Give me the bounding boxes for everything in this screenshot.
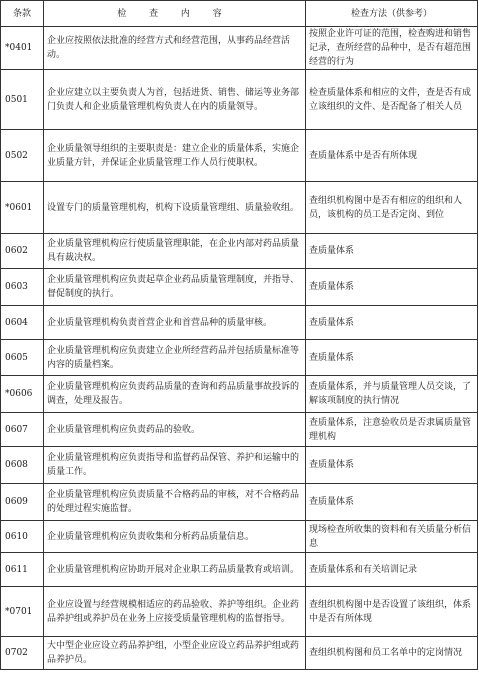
header-method: 检查方法（供参考） bbox=[306, 1, 478, 27]
table-row bbox=[1, 521, 478, 553]
row-content: 大中型企业应设立药品养护组，小型企业应设立药品养护组或药品养护员。 bbox=[44, 637, 306, 670]
row-content: 企业质量管理机构应负责质量不合格药品的审核，对不合格药品的处理过程实施监督。 bbox=[44, 484, 306, 521]
row-code: *0606 bbox=[1, 376, 44, 413]
row-code: 0602 bbox=[1, 234, 44, 269]
table-row bbox=[1, 70, 478, 130]
table-row bbox=[1, 553, 478, 587]
row-code: 0611 bbox=[1, 553, 44, 587]
row-code: 0607 bbox=[1, 413, 44, 447]
table-row bbox=[1, 306, 478, 340]
row-content: 企业质量管理机构应负责药品的验收。 bbox=[44, 413, 306, 447]
row-content: 企业质量管理机构应协助开展对企业职工药品质量教育或培训。 bbox=[44, 553, 306, 587]
row-code: 0501 bbox=[1, 70, 44, 130]
table-row bbox=[1, 376, 478, 413]
row-method: 查组织机构图中是否设置了该组织，体系中是否有所体现 bbox=[306, 587, 478, 637]
row-code: *0601 bbox=[1, 182, 44, 234]
row-method: 查组织机构图和员工名单中的定岗情况 bbox=[306, 637, 478, 670]
row-code: 0610 bbox=[1, 521, 44, 553]
header-content: 检 查 内 容 bbox=[44, 1, 306, 27]
row-content: 企业质量管理机构应负责药品质量的查询和药品质量事故投诉的调查，处理及报告。 bbox=[44, 376, 306, 413]
row-method: 现场检查所收集的资料和有关质量分析信息 bbox=[306, 521, 478, 553]
row-code: *0701 bbox=[1, 587, 44, 637]
row-method: 查质量体系 bbox=[306, 484, 478, 521]
row-content: 企业质量领导组织的主要职责是：建立企业的质量体系，实施企业质量方针，并保证企业质量管理工作人员行使职权。 bbox=[44, 130, 306, 182]
row-code: 0609 bbox=[1, 484, 44, 521]
row-method: 查质量体系和有关培训记录 bbox=[306, 553, 478, 587]
row-method: 查组织机构图中是否有相应的组织和人员，该机构的员工是否定岗、到位 bbox=[306, 182, 478, 234]
row-method: 查质量体系 bbox=[306, 447, 478, 484]
row-content: 企业应建立以主要负责人为首，包括进货、销售、储运等业务部门负责人和企业质量管理机构负责人在内的质量领导。 bbox=[44, 70, 306, 130]
table-row bbox=[1, 234, 478, 269]
row-method: 按照企业许可证的范围，检查购进和销售记录，查所经营的品种中，是否有超范围经营的行为 bbox=[306, 27, 478, 70]
row-content: 企业质量管理机构应负责指导和监督药品保管、养护和运输中的质量工作。 bbox=[44, 447, 306, 484]
table-row bbox=[1, 413, 478, 447]
row-method: 查质量体系中是否有所体现 bbox=[306, 130, 478, 182]
table-row bbox=[1, 340, 478, 376]
row-content: 设置专门的质量管理机构，机构下设质量管理组、质量验收组。 bbox=[44, 182, 306, 234]
row-code: 0603 bbox=[1, 269, 44, 306]
table-row bbox=[1, 587, 478, 637]
row-content: 企业质量管理机构应负责起草企业药品质量管理制度，并指导、督促制度的执行。 bbox=[44, 269, 306, 306]
row-code: 0608 bbox=[1, 447, 44, 484]
table-row bbox=[1, 637, 478, 670]
row-content: 企业质量管理机构应负责建立企业所经营药品并包括质量标准等内容的质量档案。 bbox=[44, 340, 306, 376]
table-row bbox=[1, 269, 478, 306]
row-content: 企业质量管理机构负责首营企业和首营品种的质量审核。 bbox=[44, 306, 306, 340]
table-row bbox=[1, 182, 478, 234]
row-content: 企业应设置与经营规模相适应的药品验收、养护等组织。企业药品养护组或养护员在业务上应接受质量管理机构的监督指导。 bbox=[44, 587, 306, 637]
row-method: 查质量体系 bbox=[306, 340, 478, 376]
table-row bbox=[1, 130, 478, 182]
row-method: 检查质量体系和相应的文件，查是否有成立该组织的文件、是否配备了相关人员 bbox=[306, 70, 478, 130]
row-method: 查质量体系，并与质量管理人员交谈，了解该项制度的执行情况 bbox=[306, 376, 478, 413]
table-row bbox=[1, 447, 478, 484]
row-code: 0702 bbox=[1, 637, 44, 670]
row-method: 查质量体系 bbox=[306, 306, 478, 340]
header-row bbox=[1, 1, 478, 27]
row-method: 查质量体系 bbox=[306, 269, 478, 306]
table-row bbox=[1, 27, 478, 70]
row-content: 企业应按照依法批准的经营方式和经营范围，从事药品经营活动。 bbox=[44, 27, 306, 70]
row-method: 查质量体系，注意验收员是否隶属质量管理机构 bbox=[306, 413, 478, 447]
row-code: *0401 bbox=[1, 27, 44, 70]
row-method: 查质量体系 bbox=[306, 234, 478, 269]
row-code: 0502 bbox=[1, 130, 44, 182]
row-code: 0605 bbox=[1, 340, 44, 376]
row-content: 企业质量管理机构应负责收集和分析药品质量信息。 bbox=[44, 521, 306, 553]
row-code: 0604 bbox=[1, 306, 44, 340]
table-row bbox=[1, 484, 478, 521]
header-code: 条款 bbox=[1, 1, 44, 27]
row-content: 企业质量管理机构应行使质量管理职能，在企业内部对药品质量具有裁决权。 bbox=[44, 234, 306, 269]
